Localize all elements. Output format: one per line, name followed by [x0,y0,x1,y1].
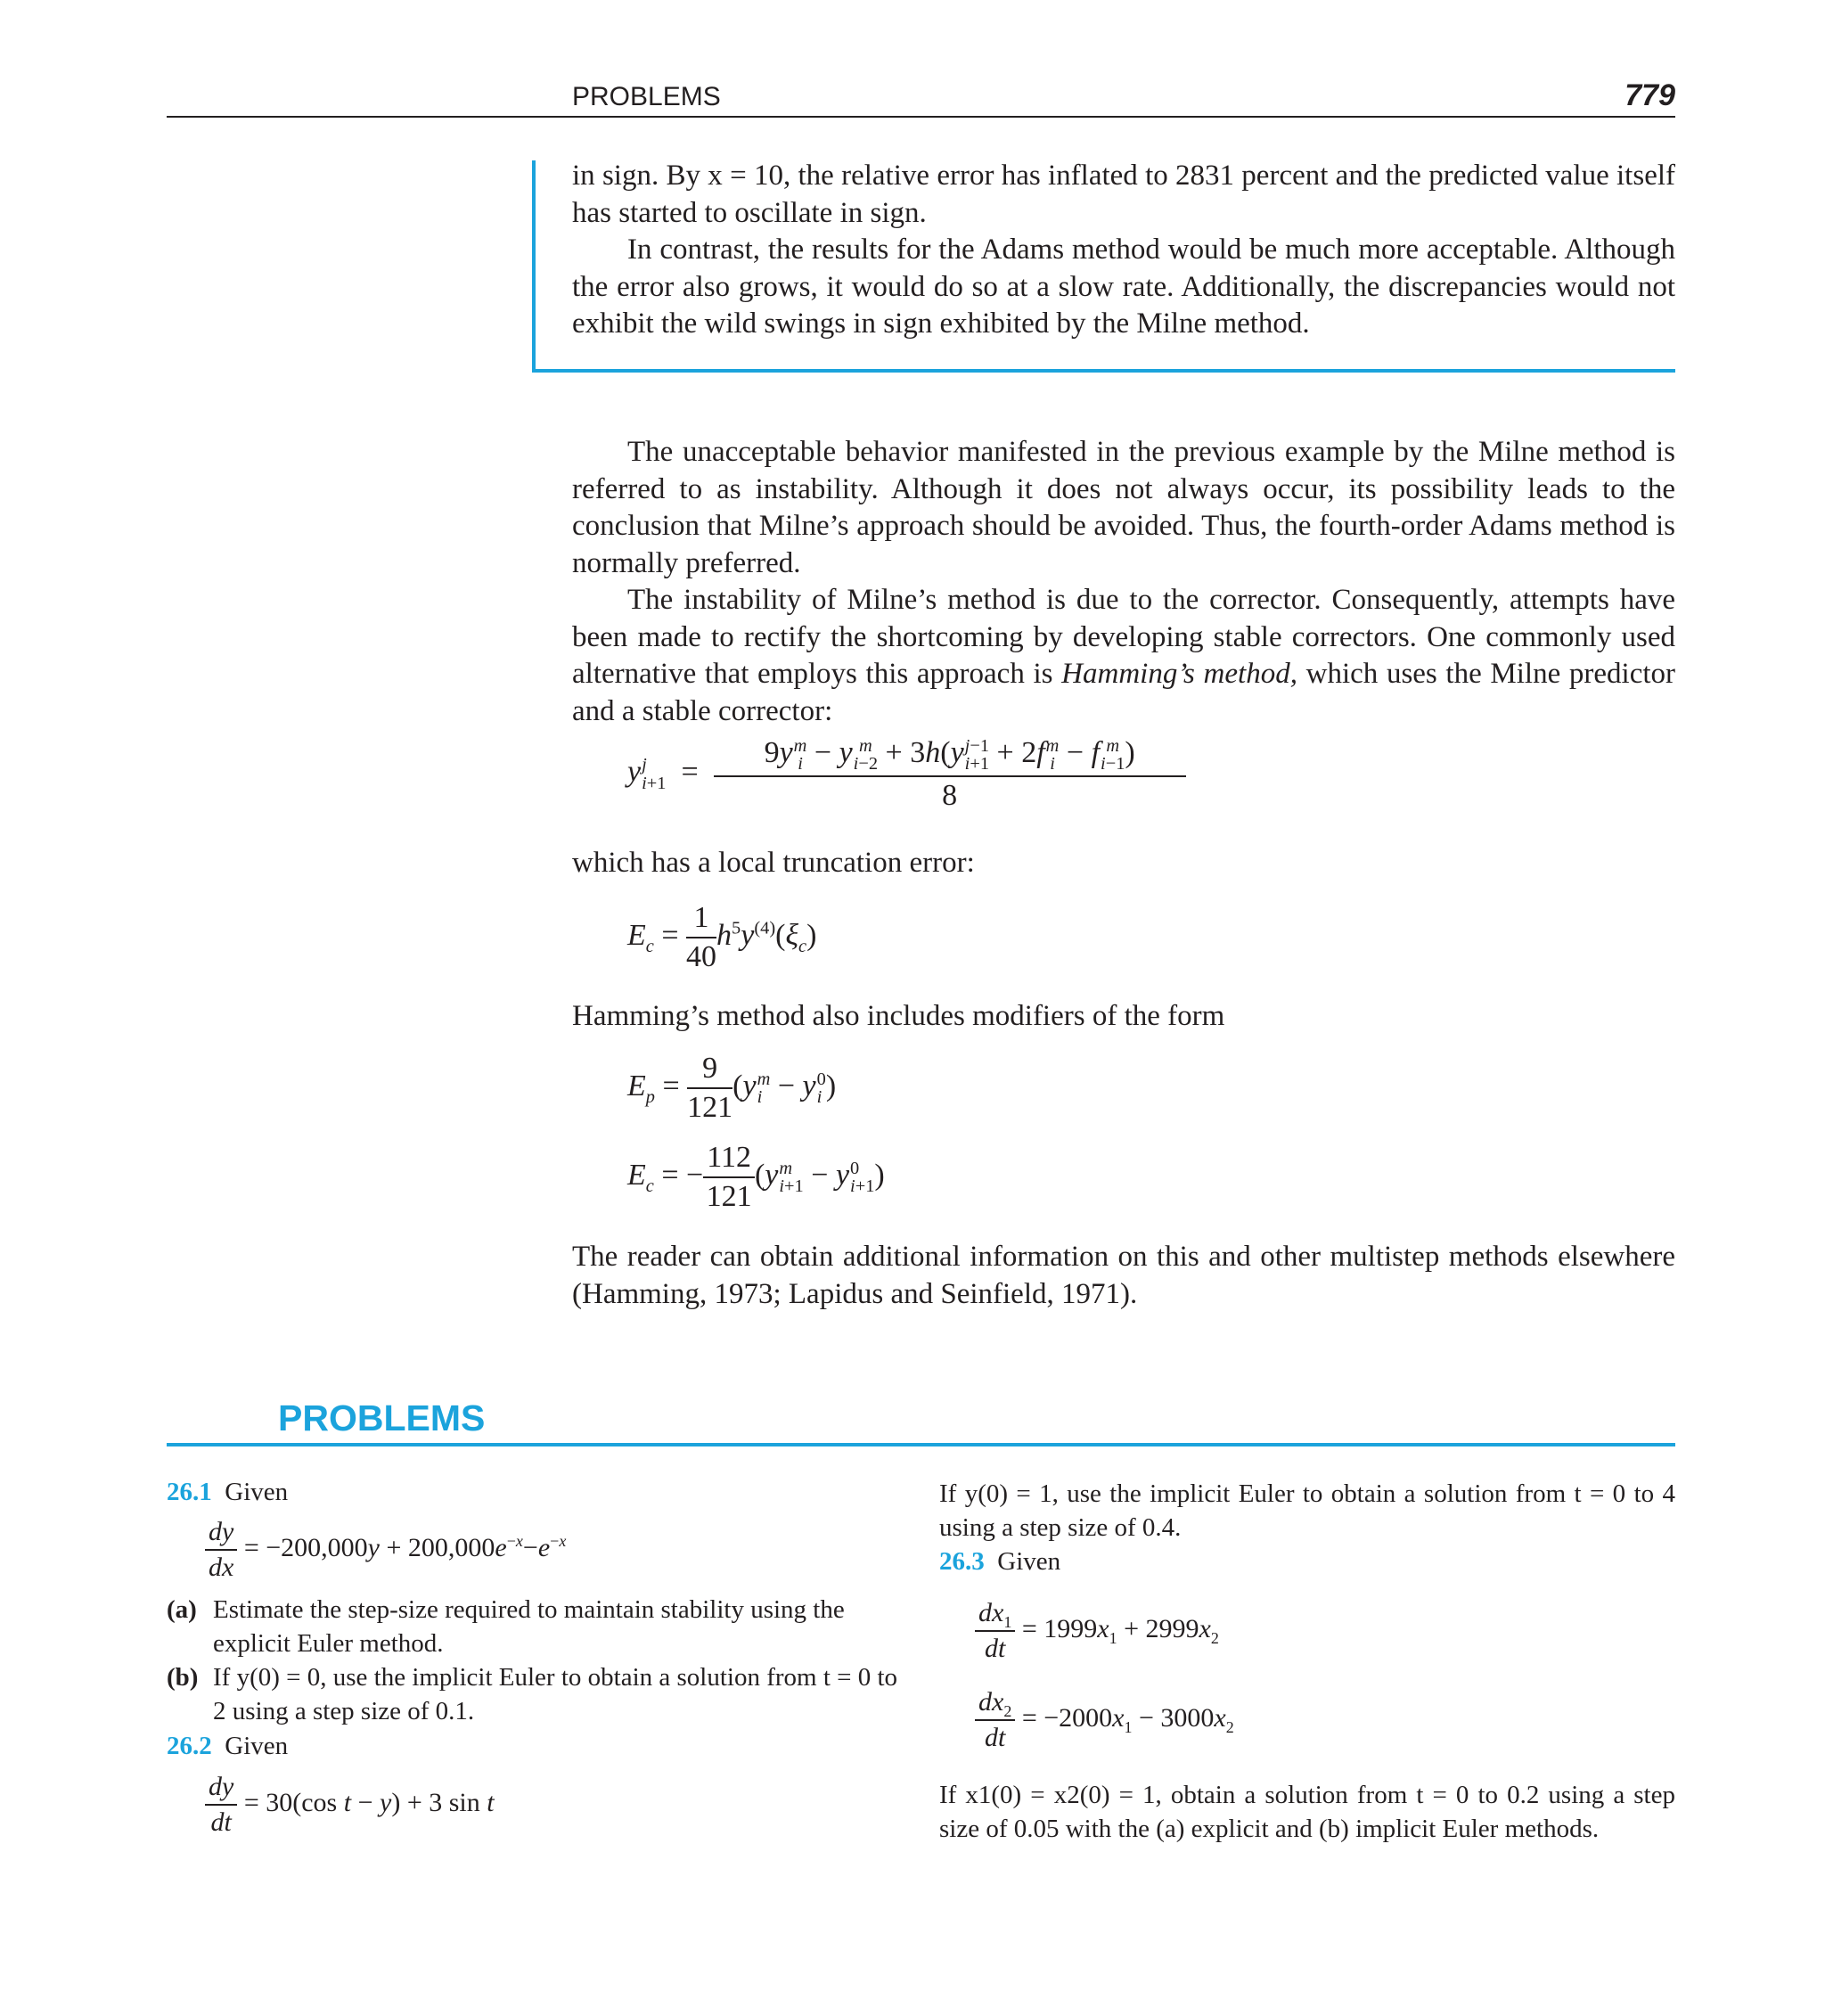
problem-number: 26.2 [167,1732,212,1760]
part-text: Estimate the step-size required to maintain stability using the explicit Euler method. [213,1595,845,1658]
page-number: 779 [1624,78,1675,112]
hamming-corrector-equation: y j i+1 = 9y m i − y m i−2 + 3h(y j−1 i+1 + 2f m i − f m i−1 ) 8 [627,736,1186,813]
main-para-2-end: which uses the Milne predictor and a stable corrector: [572,658,1676,727]
main-para-2 [572,582,1675,730]
problem-26-3-text: If x1(0) = x2(0) = 1, obtain a solution from t = 0 to 0.2 using a step size of 0.05 with the (a) explicit and (b) implicit Euler methods. [939,1781,1675,1843]
part-text: If y(0) = 0, use the implicit Euler to obtain a solution from t = 0 to 2 using a step size of 0.1. [213,1663,898,1725]
main-para-2-start: The instability of Milne’s method is due to the corrector. Consequently, attempts have been made to rectify the shortcoming by developing stable correctors. One commonly used alternative that employs this approach is [572,584,1675,690]
example-para-2: In contrast, the results for the Adams method would be much more acceptable. Although the error also grows, it would do so at a slow rate. Additionally, the discrepancies would not exhibit the wild swings in sign exhibited by the Milne method. [572,234,1675,340]
main-text [572,434,1675,730]
problem-26-3-equation-1: $\frac{dx_1}{dt}$ = $1999x_1 + 2999x_2$ [975,1598,1219,1664]
problem-26-1-part-a [167,1593,906,1660]
final-paragraph: The reader can obtain additional information on this and other multistep methods elsewhere (Hamming, 1973; Lapidus and Seinfield, 1971). [572,1241,1675,1310]
example-box-bottom-rule [532,369,1675,373]
hammings-method-term: Hamming’s method, [1061,658,1297,690]
problem-number: 26.3 [939,1547,985,1576]
problem-26-2 [167,1729,906,1763]
problem-given: Given [225,1478,289,1506]
example-box-left-rule [532,160,536,373]
header-rule [167,116,1675,118]
modifiers-line: Hamming’s method also includes modifiers of the form [572,1000,1225,1032]
truncation-error-line: which has a local truncation error: [572,847,975,879]
running-title: PROBLEMS [572,82,721,111]
example-para-1: in sign. By x = 10, the relative error has inflated to 2831 percent and the predicted value itself has started to oscillate in sign. [572,160,1675,229]
problem-26-3 [939,1545,1675,1578]
problem-number: 26.1 [167,1478,212,1506]
problem-given: Given [225,1732,289,1760]
problem-26-2-equation: $\frac{dy}{dt}$ = 30(cos t − y) + 3 sin t [205,1772,495,1838]
problems-heading: PROBLEMS [278,1397,486,1438]
problem-26-3-equation-2: $\frac{dx_2}{dt}$ = $-2000x_1 - 3000x_2$ [975,1687,1234,1753]
corrector-modifier-equation: $E_c$ = − $\frac{112}{121}$ (y m i+1 − y 0 i+1 ) [627,1141,885,1213]
problem-26-2-continued: If y(0) = 1, use the implicit Euler to obtain a solution from t = 0 to 4 using a step size of 0.4. [939,1479,1675,1542]
problems-rule [167,1443,1675,1446]
example-box-text [572,158,1675,343]
predictor-modifier-equation: $E_p$ = $\frac{9}{121}$ (y m i − y 0 i ) [627,1052,837,1124]
main-para-1: The unacceptable behavior manifested in the previous example by the Milne method is referred to as instability. Although it does not always occur, its possibility leads to the conclusion that Milne’s approach should be avoided. Thus, the fourth-order Adams method is normally preferred. [572,436,1675,579]
problem-26-1-part-b [167,1660,906,1728]
problem-given: Given [997,1547,1061,1576]
problem-26-1-equation: $\frac{dy}{dx}$ = $-200,000y + 200,000e^{-x}-e^{-x}$ [205,1517,566,1583]
problem-26-1 [167,1475,906,1509]
part-label: (b) [167,1663,199,1692]
truncation-error-equation: $E_c$ = $\frac{1}{40}$ $h^5y^{(4)}(\xi_c)$ [627,901,817,973]
part-label: (a) [167,1595,197,1624]
